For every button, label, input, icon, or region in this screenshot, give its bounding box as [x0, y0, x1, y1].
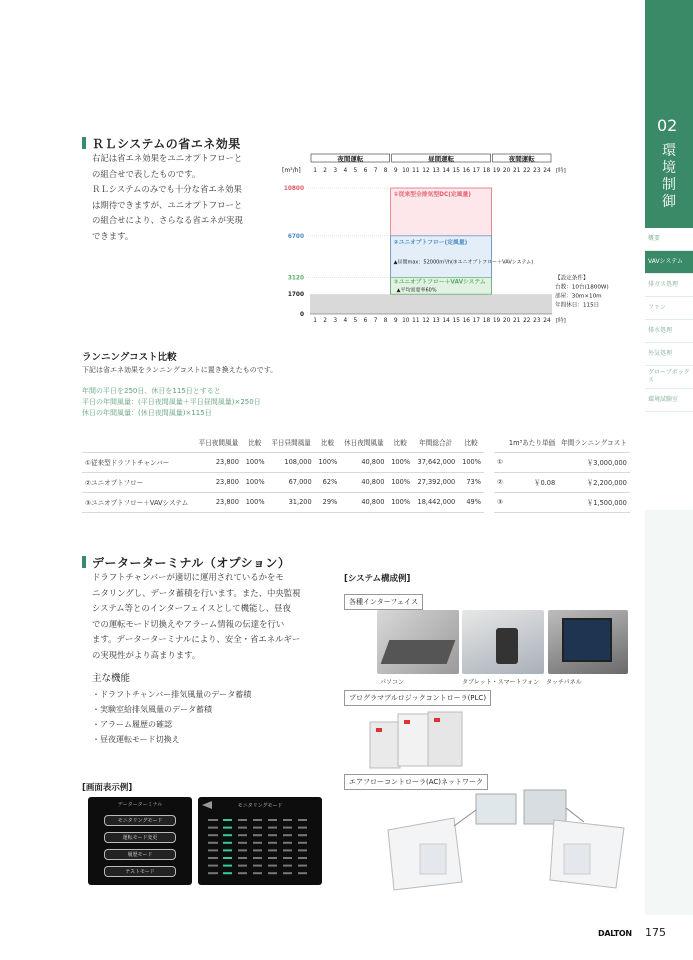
monitor-cell [238, 819, 247, 821]
series-label: ③ユニオプトフロー＋VAVシステム [393, 279, 486, 286]
table-cell: 40,800 [340, 472, 387, 492]
monitor-cell [298, 857, 307, 859]
function-item: ・昼夜運転モード切換え [92, 735, 180, 744]
table-header: 比較 [242, 432, 268, 452]
x-tick-bottom: 21 [513, 318, 521, 324]
unit-cost-table [494, 432, 630, 513]
ac-label: エアフローコントローラ(AC)ネットワーク [344, 774, 488, 790]
x-tick-bottom: 11 [412, 318, 420, 324]
function-item: ・ドラフトチャンバー排気風量のデータ蓄積 [92, 690, 252, 699]
x-tick-top: 19 [492, 168, 501, 174]
y-tick: 1700 [287, 292, 304, 299]
table-header: 年間総合計 [413, 432, 458, 452]
text-line: 年間の平日を250日、休日を115日とすると [82, 387, 221, 395]
x-unit-top: [時] [556, 168, 566, 174]
monitor-cell [253, 865, 262, 867]
x-tick-bottom: 7 [373, 318, 378, 324]
title-bar [82, 556, 86, 568]
x-unit-bottom: [時] [556, 318, 566, 324]
x-tick-top: 8 [383, 168, 388, 174]
monitor-cell [298, 827, 307, 829]
table-cell: 40,800 [340, 492, 387, 512]
monitor-cell [238, 842, 247, 844]
x-tick-bottom: 19 [492, 318, 501, 324]
x-tick-bottom: 17 [472, 318, 481, 324]
period-label: 昼間運転 [428, 155, 455, 163]
monitor-cell [208, 842, 218, 844]
table-cell: 100% [387, 452, 413, 472]
side-nav-item[interactable]: 排ガス処理 [645, 274, 693, 297]
function-item: ・アラーム履歴の確認 [92, 720, 172, 729]
x-tick-bottom: 3 [333, 318, 338, 324]
x-tick-bottom: 24 [543, 318, 551, 324]
table-header [82, 432, 195, 452]
monitor-cell [283, 819, 292, 821]
table-cell: 18,442,000 [413, 492, 458, 512]
x-tick-top: 2 [323, 168, 327, 174]
table-header: 1m³あたり単価 [506, 432, 558, 452]
monitor-cell [223, 872, 232, 874]
condition-line: 年間休日：115日 [555, 302, 600, 309]
monitor-cell [283, 834, 292, 836]
x-tick-bottom: 2 [323, 318, 327, 324]
monitor-cell [283, 857, 292, 859]
monitor-cell [253, 842, 262, 844]
monitor-cell [253, 819, 262, 821]
table-cell: 100% [242, 492, 268, 512]
monitor-cell [298, 865, 307, 867]
table-header: 平日夜間風量 [195, 432, 242, 452]
monitor-cell [298, 834, 307, 836]
dt-title-text: データーターミナル（オプション） [92, 556, 291, 570]
monitor-cell [268, 819, 277, 821]
table-header [494, 432, 506, 452]
monitor-cell [238, 827, 247, 829]
screen-menu-example [88, 797, 192, 885]
monitor-cell [208, 849, 218, 851]
monitor-cell [223, 827, 232, 829]
monitor-cell [268, 842, 277, 844]
y-tick: 3120 [287, 275, 304, 282]
table-cell: 100% [242, 472, 268, 492]
title-bar [82, 137, 86, 149]
x-tick-top: 4 [343, 168, 348, 174]
x-tick-top: 6 [363, 168, 368, 174]
annotation-avg: ▲平均需要率60% [396, 287, 437, 294]
monitor-cell [283, 872, 292, 874]
tablet-photo [462, 610, 544, 674]
x-tick-bottom: 5 [353, 318, 358, 324]
function-item: ・実験室給排気風量のデータ蓄積 [92, 705, 212, 714]
condition-line: 【設定条件】 [555, 275, 589, 282]
table-cell: ③ [494, 492, 506, 512]
table-header: 比較 [387, 432, 413, 452]
monitor-cell [208, 857, 218, 859]
rl-section-title [82, 135, 241, 152]
table-row [494, 472, 630, 492]
monitor-cell [283, 827, 292, 829]
table-cell [506, 452, 558, 472]
monitor-cell [223, 834, 232, 836]
table-cell: ①従来型ドラフトチャンバー [82, 452, 195, 472]
page-number: 175 [645, 926, 666, 939]
monitor-cell [223, 842, 232, 844]
table-header: 休日夜間風量 [340, 432, 387, 452]
monitor-cell [298, 819, 307, 821]
x-tick-top: 17 [472, 168, 481, 174]
x-tick-bottom: 8 [383, 318, 388, 324]
x-tick-top: 11 [412, 168, 420, 174]
x-tick-top: 5 [353, 168, 358, 174]
monitor-cell [208, 865, 218, 867]
touchpanel-screen-icon [562, 618, 612, 662]
x-tick-top: 10 [402, 168, 410, 174]
table-cell: 23,800 [195, 452, 242, 472]
monitor-cell [223, 849, 232, 851]
y-tick: 10800 [283, 186, 304, 192]
period-label: 夜間運転 [337, 155, 364, 163]
monitor-cell [268, 872, 277, 874]
running-formula [82, 386, 261, 419]
side-nav-item[interactable]: 外気処理 [645, 343, 693, 366]
series-label: ①従来型全排気型DC(定風量) [393, 192, 471, 198]
y-tick: 0 [299, 312, 304, 318]
table-cell: 49% [458, 492, 484, 512]
text-line: ニタリングし、データ蓄積を行います。また、中央監視 [92, 587, 301, 598]
running-cost-table [82, 432, 484, 513]
x-tick-top: 7 [373, 168, 378, 174]
screen-monitor-example [198, 797, 322, 885]
device-label-touch: タッチパネル [546, 679, 582, 686]
table-cell: 100% [387, 492, 413, 512]
screen-button: 運転モード変更 [104, 832, 176, 843]
x-tick-bottom: 18 [482, 318, 491, 324]
table-cell: ① [494, 452, 506, 472]
monitor-cell [238, 857, 247, 859]
table-cell: 62% [315, 472, 341, 492]
monitor-cell [208, 872, 218, 874]
monitor-cell [268, 827, 277, 829]
x-tick-bottom: 12 [422, 318, 430, 324]
table-row [82, 452, 484, 472]
device-label-tablet: タブレット・スマートフォン [462, 679, 540, 686]
side-nav-item[interactable]: VAVシステム [645, 251, 693, 274]
side-nav-item[interactable]: 概要 [645, 228, 693, 251]
screen-button: 履歴モード [104, 849, 176, 860]
table-header: 平日昼間風量 [268, 432, 315, 452]
table-cell: ③ユニオプトフロー＋VAVシステム [82, 492, 195, 512]
monitor-cell [268, 857, 277, 859]
monitor-cell [223, 857, 232, 859]
monitor-cell [208, 834, 218, 836]
x-tick-bottom: 16 [462, 318, 470, 324]
x-tick-top: 9 [393, 168, 398, 174]
table-cell: 37,642,000 [413, 452, 458, 472]
side-nav [645, 228, 693, 412]
text-line: の組合せで表したものです。 [92, 168, 201, 179]
table-cell: 27,392,000 [413, 472, 458, 492]
running-desc: 下記は省エネ効果をランニングコストに置き換えたものです。 [82, 366, 278, 374]
chapter-tab [645, 0, 693, 228]
x-tick-top: 23 [533, 168, 541, 174]
laptop-photo [377, 610, 459, 674]
x-tick-bottom: 10 [402, 318, 410, 324]
x-tick-bottom: 23 [533, 318, 541, 324]
table-header: 比較 [458, 432, 484, 452]
table-header: 年間ランニングコスト [558, 432, 630, 452]
monitor-cell [238, 849, 247, 851]
text-line: の組合せにより、さらなる省エネが実現 [92, 215, 243, 226]
brand-logo: DALTON [598, 929, 632, 938]
interface-label: 各種インターフェイス [344, 594, 423, 610]
night-baseline-area [310, 294, 552, 314]
monitor-cell [298, 872, 307, 874]
x-tick-top: 21 [513, 168, 521, 174]
text-line: ます。データーターミナルにより、安全・省エネルギー [92, 634, 301, 645]
monitor-cell [253, 834, 262, 836]
monitor-cell [208, 827, 218, 829]
monitor-cell [268, 834, 277, 836]
energy-chart [280, 150, 609, 330]
table-row [82, 472, 484, 492]
monitor-cell [238, 834, 247, 836]
x-tick-top: 14 [442, 168, 450, 174]
screen-menu-title: データーターミナル [117, 802, 163, 808]
monitor-data-grid [204, 815, 316, 881]
text-line: 平日の年間風量：(平日夜間風量＋平日昼間風量)×250日 [82, 398, 261, 406]
table-cell: 40,800 [340, 452, 387, 472]
x-tick-bottom: 22 [523, 318, 531, 324]
table-cell: 100% [315, 452, 341, 472]
dt-body-text [92, 570, 332, 664]
system-title: [システム構成例] [344, 574, 411, 584]
monitor-cell [268, 849, 277, 851]
text-line: 右記は省エネ効果をユニオプトフローと [92, 153, 243, 163]
text-line: は期待できますが、ユニオプトフローと [92, 199, 243, 210]
touchpanel-photo [548, 610, 628, 674]
monitor-cell [253, 827, 262, 829]
rl-body-text [92, 151, 277, 245]
monitor-cell [253, 849, 262, 851]
x-tick-bottom: 13 [432, 318, 440, 324]
side-nav-item[interactable]: 環境試験室 [645, 389, 693, 412]
x-tick-top: 15 [452, 168, 460, 174]
monitor-cell [238, 865, 247, 867]
period-label: 夜間運転 [508, 155, 535, 163]
side-nav-item[interactable]: グローブボックス [645, 366, 693, 389]
device-label-pc: パソコン [380, 679, 404, 686]
running-title: ランニングコスト比較 [82, 352, 177, 363]
monitor-cell [268, 865, 277, 867]
table-cell: ￥1,500,000 [558, 492, 630, 512]
table-cell: ￥0.08 [506, 472, 558, 492]
screen-button: テストモード [104, 866, 176, 877]
table-cell [506, 492, 558, 512]
y-unit-label: [m³/h] [282, 167, 301, 174]
plc-label: プログラマブルロジックコントローラ(PLC) [344, 690, 491, 706]
text-line: での運転モード切換えやアラーム情報の伝達を行い [92, 618, 285, 629]
monitor-cell [223, 865, 232, 867]
x-tick-top: 16 [462, 168, 470, 174]
side-nav-item[interactable]: ファン [645, 297, 693, 320]
table-row [82, 492, 484, 512]
x-tick-bottom: 1 [313, 318, 317, 324]
monitor-cell [283, 865, 292, 867]
screen-title: [画面表示例] [82, 783, 133, 793]
table-cell: 100% [458, 452, 484, 472]
side-strip [645, 510, 693, 915]
series-label: ②ユニオプトフロー(定風量) [393, 239, 468, 246]
text-line: できます。 [92, 230, 134, 241]
table-cell: 67,000 [268, 472, 315, 492]
rl-title-text: ＲＬシステムの省エネ効果 [92, 137, 241, 151]
smartphone-icon [496, 628, 518, 664]
chapter-title: 環境制御 [662, 143, 676, 210]
monitor-cell [253, 857, 262, 859]
table-cell: 108,000 [268, 452, 315, 472]
x-tick-top: 3 [333, 168, 338, 174]
x-tick-top: 1 [313, 168, 317, 174]
text-line: 休日の年間風量：(休日夜間風量)×115日 [82, 409, 212, 417]
func-title: 主な機能 [92, 673, 131, 684]
text-line: ＲＬシステムのみでも十分な省エネ効果 [92, 184, 242, 195]
monitor-cell [298, 849, 307, 851]
table-cell: 23,800 [195, 492, 242, 512]
table-cell: ②ユニオプトフロー [82, 472, 195, 492]
keyboard-icon [381, 640, 456, 664]
monitor-cell [253, 872, 262, 874]
x-tick-top: 18 [482, 168, 491, 174]
x-tick-top: 13 [432, 168, 440, 174]
x-tick-bottom: 4 [343, 318, 348, 324]
function-list [92, 687, 251, 747]
annotation-peak: ▲昼間max：52000m³/h(③ユニオプトフロー＋VAVシステム) [393, 259, 534, 266]
x-tick-top: 20 [502, 168, 511, 174]
table-cell: 73% [458, 472, 484, 492]
plc-devices-image [368, 708, 468, 770]
x-tick-bottom: 15 [452, 318, 460, 324]
table-cell: 100% [387, 472, 413, 492]
table-cell: 100% [242, 452, 268, 472]
condition-line: 台数：10台(1800W) [555, 284, 609, 291]
table-cell: 29% [315, 492, 341, 512]
x-tick-bottom: 14 [442, 318, 450, 324]
side-nav-item[interactable]: 排水処理 [645, 320, 693, 343]
x-tick-bottom: 20 [502, 318, 511, 324]
monitor-cell [283, 849, 292, 851]
monitor-cell [223, 819, 232, 821]
monitor-cell [283, 842, 292, 844]
table-header: 比較 [315, 432, 341, 452]
text-line: システム等とのインターフェイスとして機能し、昼夜 [92, 603, 291, 614]
table-cell: 23,800 [195, 472, 242, 492]
text-line: ドラフトチャンバーが適切に運用されているかをモ [92, 572, 284, 582]
monitor-title: モニタリングモード [237, 803, 283, 809]
monitor-cell [238, 872, 247, 874]
x-tick-bottom: 6 [363, 318, 368, 324]
ac-network-image [384, 790, 630, 890]
table-cell: ② [494, 472, 506, 492]
table-cell: ￥2,200,000 [558, 472, 630, 492]
screen-button: モニタリングモード [104, 815, 176, 826]
monitor-cell [298, 842, 307, 844]
dt-section-title [82, 554, 290, 571]
condition-line: 部屋：30m×10m [555, 293, 602, 300]
x-tick-top: 24 [543, 168, 551, 174]
x-tick-top: 12 [422, 168, 430, 174]
table-cell: ￥3,000,000 [558, 452, 630, 472]
x-tick-bottom: 9 [393, 318, 398, 324]
chapter-number: 02 [657, 116, 678, 135]
table-cell: 31,200 [268, 492, 315, 512]
table-row [494, 452, 630, 472]
table-row [494, 492, 630, 512]
x-tick-top: 22 [523, 168, 531, 174]
text-line: の実現性がより高まります。 [92, 649, 201, 660]
monitor-cell [208, 819, 218, 821]
y-tick: 6700 [287, 233, 304, 240]
